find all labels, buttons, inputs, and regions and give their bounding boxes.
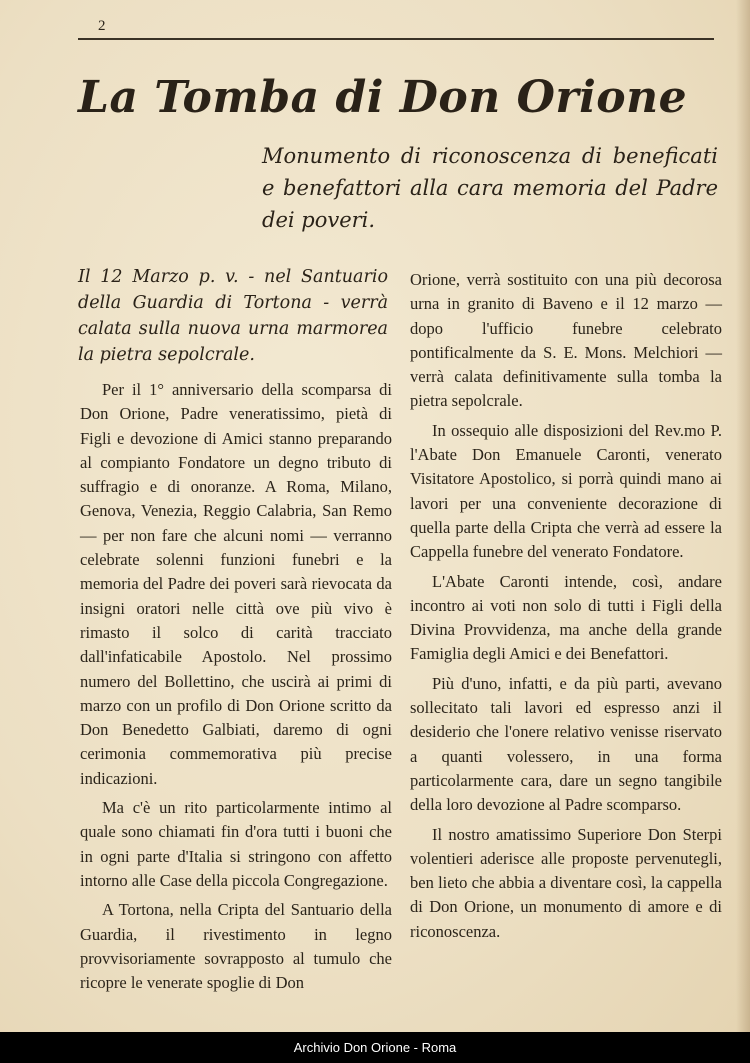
page-edge-shadow [736,0,750,1063]
left-column [80,378,392,1000]
article-title: La Tomba di Don Orione [78,72,688,123]
right-paragraph-5: Il nostro amatissimo Superiore Don Sterpi volentieri aderisce alle proposte pervenutegli, ben lieto che abbia a diventare così, la cappella di Don Orione, un monumento di amore e di riconoscenza. [410,824,722,941]
article-subtitle: Monumento di riconoscenza di beneficati e benefattori alla cara memoria del Padre dei poveri. [262,144,718,232]
left-paragraph-1: Per il 1° anniversario della scomparsa di Don Orione, Padre veneratissimo, pietà di Figli e devozione di Amici stanno preparando al compianto Fondatore un degno tributo di suffragio e di onoranze. A Roma, Milano, Genova, Venezia, Reggio Calabria, San Remo — per non fare che alcuni nomi — verranno celebrate solenni funzioni funebri e la memoria del Padre dei poveri sarà rievocata da insigni oratori nelle città ove più vivo è rimasto il solco di carità tracciato dall'infaticabile Apostolo. Nel prossimo numero del Bollettino, che uscirà ai primi di marzo con un profilo di Don Orione scritto da Don Benedetto Galbiati, daremo di ogni cerimonia commemorativa più precise indicazioni. [80,380,392,788]
left-paragraph-3: A Tortona, nella Cripta del Santuario della Guardia, il rivestimento in legno provvisoriamente sovrapposto al tumulo che ricopre le venerate spoglie di Don [80,900,392,993]
right-paragraph-1: Orione, verrà sostituito con una più decorosa urna in granito di Baveno e il 12 marzo — dopo l'ufficio funebre celebrato pontificalmente da S. E. Mons. Melchiori — verrà calata definitivamente sulla tomba la pietra sepolcrale. [410,270,722,411]
footer-archive-label: Archivio Don Orione - Roma [293,1040,457,1055]
page-number: 2 [98,18,106,34]
right-paragraph-3: L'Abate Caronti intende, così, andare incontro ai voti non solo di tutti i Figli della Divina Provvidenza, ma anche della grande Famiglia degli Amici e dei Benefattori. [410,571,722,664]
article-lead: Il 12 Marzo p. v. - nel Santuario della Guardia di Tortona - verrà calata sulla nuova urna marmorea la pietra sepolcrale. [78,267,388,365]
right-paragraph-4: Più d'uno, infatti, e da più parti, avevano sollecitato tali lavori ed espresso anzi il desiderio che l'onere relativo venisse riservato a quanti volessero, in una forma particolarmente cara, dare un segno tangibile della loro devozione al Padre scomparso. [410,673,722,815]
right-column [410,268,722,949]
header-rule [78,38,714,40]
left-paragraph-2: Ma c'è un rito particolarmente intimo al quale sono chiamati fin d'ora tutti i buoni che in ogni parte d'Italia si stringono con affetto intorno alle Case della piccola Congregazione. [80,798,392,890]
right-paragraph-2: In ossequio alle disposizioni del Rev.mo P. l'Abate Don Emanuele Caronti, venerato Visitatore Apostolico, si porrà quindi mano ai lavori per una conveniente decorazione di quella parte della Cripta che verrà ad essere la Cappella funebre del venerato Fondatore. [410,420,722,562]
